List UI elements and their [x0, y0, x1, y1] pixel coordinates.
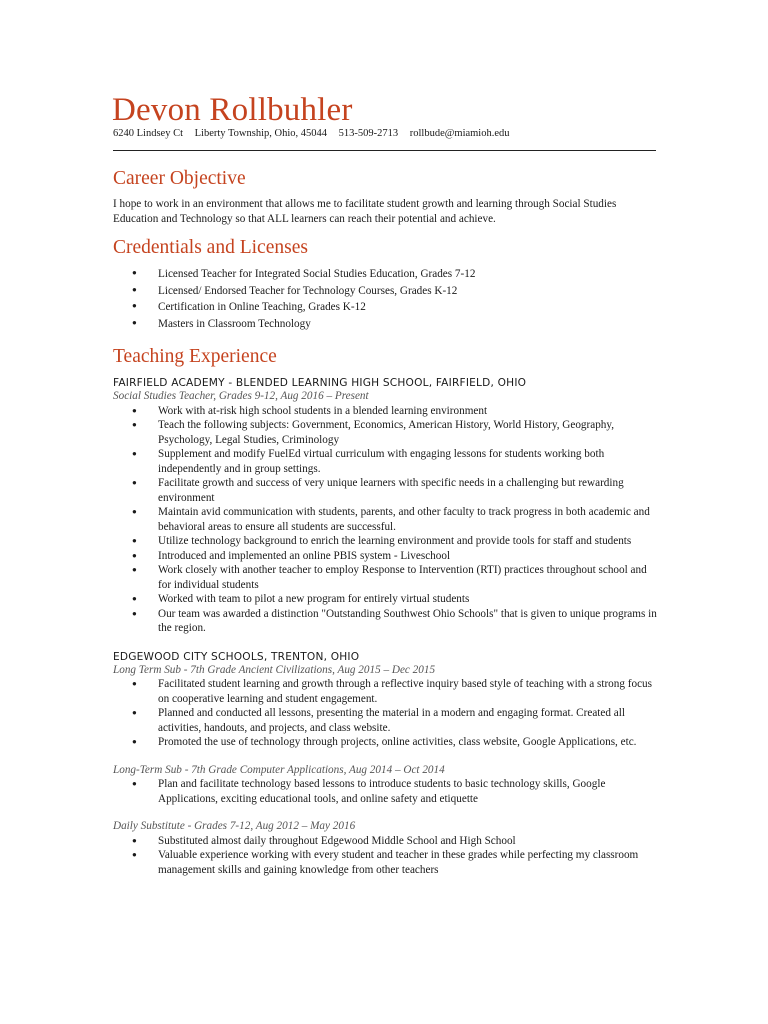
duties-list: [113, 677, 658, 750]
teaching-experience-section: [113, 346, 658, 877]
candidate-name: Devon Rollbuhler: [112, 92, 353, 128]
credential-item: ● Licensed/ Endorsed Teacher for Technology Courses, Grades K-12: [113, 283, 658, 300]
duty-item: ● Facilitate growth and success of very unique learners with specific needs in a challenging but rewarding environment: [113, 476, 658, 505]
duty-item: ● Valuable experience working with every student and teacher in these grades while perfecting my classroom management skills and gaining knowledge from other teachers: [113, 848, 658, 877]
phone: 513-509-2713: [338, 128, 399, 139]
credential-item: ● Certification in Online Teaching, Grades K-12: [113, 299, 658, 316]
duty-item: ● Facilitated student learning and growth through a reflective inquiry based style of teaching with a strong focus on cooperative learning and student engagement.: [113, 677, 658, 706]
duty-item: ● Substituted almost daily throughout Edgewood Middle School and High School: [113, 834, 658, 849]
duty-item: ● Our team was awarded a distinction "Outstanding Southwest Ohio Schools" that is given to unique programs in the region.: [113, 607, 658, 636]
role-title: Daily Substitute - Grades 7-12, Aug 2012 – May 2016: [113, 820, 356, 832]
duty-item: ● Utilize technology background to enrich the learning environment and provide tools for staff and students: [113, 534, 658, 549]
duty-item: ● Promoted the use of technology through projects, online activities, class website, Google Applications, etc.: [113, 735, 658, 750]
duties-list: [113, 777, 658, 806]
duty-item: ● Maintain avid communication with students, parents, and other faculty to track progress in both academic and behavioral areas to ensure all students are successful.: [113, 505, 658, 534]
duty-item: ● Work with at-risk high school students in a blended learning environment: [113, 404, 658, 419]
duties-list: [113, 834, 658, 878]
duty-item: ● Planned and conducted all lessons, presenting the material in a modern and engaging format. Created all activities, handouts, and projects, and class website.: [113, 706, 658, 735]
employer-name: EDGEWOOD CITY SCHOOLS, TRENTON, OHIO: [113, 650, 360, 663]
credentials-heading: Credentials and Licenses: [113, 237, 308, 258]
duty-item: ● Supplement and modify FuelEd virtual curriculum with engaging lessons for students working both independently and in group settings.: [113, 447, 658, 476]
duty-item: ● Plan and facilitate technology based lessons to introduce students to basic technology skills, Google Applications, exciting educational tools, and online safety and etiquette: [113, 777, 658, 806]
credentials-list: [113, 266, 658, 332]
credential-item: ● Licensed Teacher for Integrated Social Studies Education, Grades 7-12: [113, 266, 658, 283]
role-title: Long Term Sub - 7th Grade Ancient Civilizations, Aug 2015 – Dec 2015: [113, 663, 436, 676]
role-title: Social Studies Teacher, Grades 9-12, Aug 2016 – Present: [113, 390, 369, 402]
employer-name: FAIRFIELD ACADEMY - BLENDED LEARNING HIGH SCHOOL, FAIRFIELD, OHIO: [113, 377, 527, 389]
duty-item: ● Work closely with another teacher to employ Response to Intervention (RTI) practices throughout school and for individual students: [113, 563, 658, 592]
duty-item: ● Teach the following subjects: Government, Economics, American History, World History, Geography, Psychology, Legal Studies, Criminology: [113, 418, 658, 447]
role-title: Long-Term Sub - 7th Grade Computer Applications, Aug 2014 – Oct 2014: [113, 763, 445, 776]
credential-item: ● Masters in Classroom Technology: [113, 316, 658, 333]
header-divider: [113, 150, 656, 151]
duty-item: ● Worked with team to pilot a new program for entirely virtual students: [113, 592, 658, 607]
teaching-experience-heading: Teaching Experience: [113, 346, 277, 367]
duty-item: ● Introduced and implemented an online PBIS system - Liveschool: [113, 549, 658, 564]
career-objective-section: [113, 168, 658, 226]
employer-block: [113, 376, 658, 636]
career-objective-text: I hope to work in an environment that allows me to facilitate student growth and learning through Social Studies Education and Technology so that ALL learners can reach their potential and achieve.: [113, 198, 617, 225]
career-objective-heading: Career Objective: [113, 168, 246, 189]
city-state-zip: Liberty Township, Ohio, 45044: [194, 128, 327, 139]
address: 6240 Lindsey Ct: [113, 128, 183, 139]
credentials-section: [113, 237, 658, 332]
contact-line: [113, 128, 519, 139]
employer-block: [113, 650, 658, 878]
duties-list: [113, 404, 658, 636]
email: rollbude@miamioh.edu: [409, 128, 510, 139]
